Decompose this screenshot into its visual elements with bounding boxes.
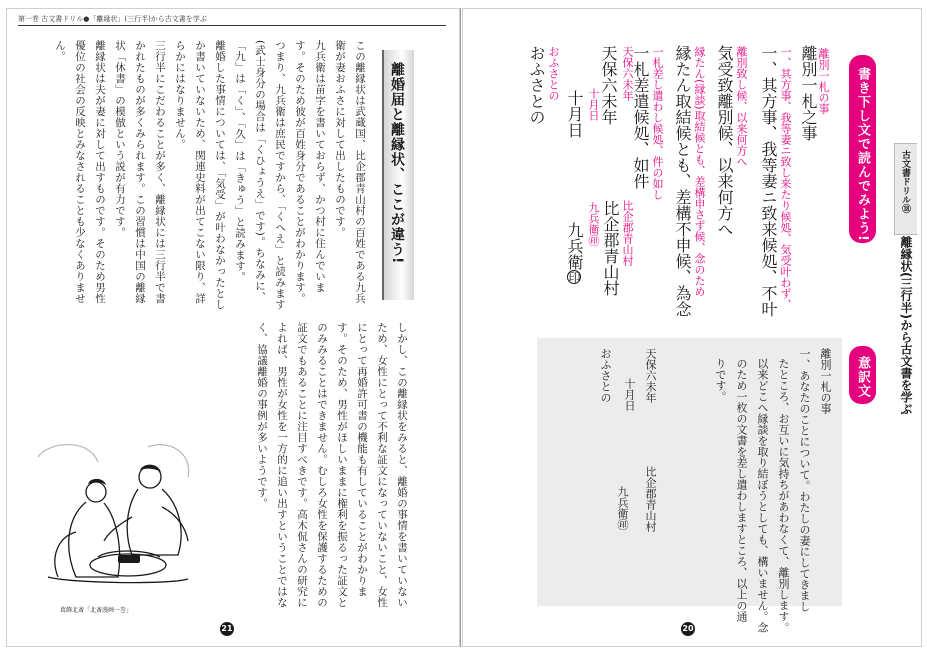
iyaku-line-5: りです。: [714, 358, 727, 402]
yomi-heading: [849, 55, 876, 243]
iyaku-signer: 比企郡青山村: [644, 466, 657, 532]
iyaku-line-7: 十月日: [623, 378, 636, 411]
kaki-main-7: おふさとの: [527, 45, 546, 125]
kaki-ruby-2: 離別致し候、以来何方へ: [735, 46, 748, 167]
kaki-ruby-4: 一札差し遣わし候処、件の如し: [651, 46, 664, 200]
page-number-21: 21: [220, 622, 234, 636]
paragraph-3: 離婚した事情については、「気受」が叶わなかったとしか書いていないため、関連史料が出てこない限り、詳らかにはなりません。: [174, 40, 226, 310]
iyaku-line-3: 以来どこへ縁談を取り結ぼうとしても、構いません。念: [756, 358, 769, 633]
name-ruby: 九兵衛㊞: [587, 202, 600, 246]
iyaku-line-2: たところ、お互いに気持ちがあわなくて、離別します。: [777, 358, 790, 633]
upper-text-block: [45, 40, 370, 310]
illustration-caption: 葛飾北斎「北斎漫画一巻」: [60, 607, 133, 614]
paragraph-2: 九兵衛は苗字を書いておらず、かつ村に住んでいます。そのため彼が百姓身分であることがわかります。つまり、九兵衛は庶民ですから、「くへえ」と読みます(武士身分の場合は「くひょうえ」です)。ちなみに、「九」は「く」、「久」は「きゅう」と読みます。: [234, 40, 326, 310]
kaki-ruby-1: 一、其方事、我等妻ニ致し来たり候処、気受叶わず、: [779, 46, 792, 310]
iyaku-name: 九兵衛㊞: [616, 486, 629, 530]
paragraph-1: この離縁状は武蔵国、比企郡青山村の百姓である九兵衛が妻おふさに対して出したものです。: [334, 40, 366, 304]
page-number-20: 20: [681, 622, 695, 636]
iyaku-line-6: 天保六未年: [644, 348, 657, 403]
yomi-heading-text: 書き下し文で読んでみよう!: [855, 67, 870, 242]
kaki-ruby-0: 離別一札の事: [817, 48, 830, 114]
kaki-main-0: 離別一札之事: [799, 45, 818, 141]
page-gutter: [460, 8, 461, 647]
name-main: [566, 222, 582, 284]
header-rule: [18, 25, 446, 26]
kaki-ruby-3: 縁たん(縁談)取結候とも、差構申さず候、念のため: [693, 46, 706, 297]
iyaku-line-8: おふさとの: [599, 348, 612, 403]
kaki-main-4: 一札差遣候処、如件: [631, 45, 650, 189]
kaki-main-6: 十月日: [565, 90, 584, 138]
kaki-ruby-6: 十月日: [587, 88, 600, 121]
kaki-main-3: 縁たん取結候とも、差構不申候、為念: [673, 45, 692, 317]
side-tab-label: 古文書ドリル⑱: [900, 150, 910, 213]
iyaku-line-4: のため一枚の文書を差し遣わしますところ、以上の通: [735, 358, 748, 622]
kaki-ruby-5: 天保六未年: [621, 46, 634, 101]
seal-mark: 印: [567, 271, 581, 283]
lower-text-block: [232, 322, 412, 612]
side-tab: [894, 143, 917, 235]
iyaku-heading: [849, 346, 876, 404]
signer-ruby: 比企郡青山村: [621, 200, 634, 266]
kaki-main-5: 天保六未年: [599, 45, 618, 125]
side-title: 離縁状(三行半)から古文書を学ぶ: [899, 236, 913, 415]
kaki-main-2: 気受致離別候、以来何方へ: [715, 45, 734, 237]
name-main-text: 九兵衛: [565, 222, 584, 270]
hokusai-illustration: [28, 437, 196, 595]
left-heading: 離婚届と離縁状、ここが違う!: [389, 62, 405, 265]
kaki-main-1: 一、其方事、我等妻ニ致来候処、不叶: [759, 45, 778, 317]
running-header: 第一巻 古文書ドリル●「離縁状」(三行半)から古文書を学ぶ: [18, 15, 207, 23]
iyaku-line-0: 離別一札の事: [819, 348, 832, 414]
iyaku-heading-text: 意訳文: [855, 356, 870, 398]
signer-main: 比企郡青山村: [601, 200, 620, 296]
kaki-ruby-7: おふさとの: [547, 46, 560, 101]
left-heading-box: [382, 50, 414, 300]
paragraph-6: しかし、この離縁状をみると、離婚の事情を書いていないため、女性にとって不利な証文になっていないこと、女性にとって再婚許可書の機能も有していることがわかります。そのため、男性がほしいままに権利を振るった証文とのみみることはできません。むしろ女性を保護するための証文でもあることに注目すべきです。高木侃さんの研究によれば、男性が女性を一方的に追い出すということではなく、協議離婚の事例が多いようです。: [256, 322, 408, 608]
paragraph-4: 三行半にこだわることが多く、離縁状には三行半で書かれたものが多くみられます。この習慣は中国の離縁状「休書」の模倣という説が有力です。: [114, 40, 166, 304]
paragraph-5: 離縁状は夫が妻に対して出すものです。そのため男性優位の社会の反映とみなされることも少なくありません。: [54, 40, 106, 304]
iyaku-line-1: 一、あなたのことについて。わたしの妻にしてきまし: [798, 348, 811, 612]
